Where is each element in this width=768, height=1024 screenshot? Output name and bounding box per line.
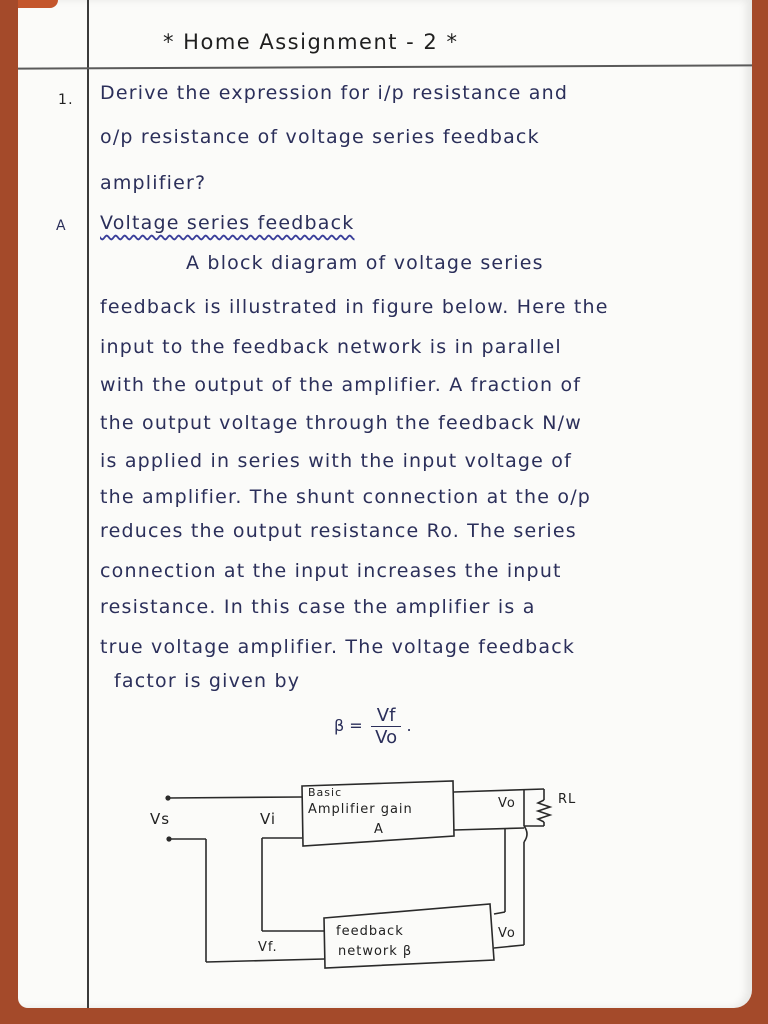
notebook-page (18, 0, 752, 1008)
answer-line-2: feedback is illustrated in figure below. Here the (100, 296, 609, 318)
label-vs: Vs (150, 810, 171, 828)
answer-line-7: the amplifier. The shunt connection at the o/p (100, 486, 592, 508)
question-line-3: amplifier? (100, 172, 207, 194)
label-feedback-vo: Vo (498, 926, 516, 941)
formula-lhs: β = (334, 716, 363, 735)
answer-marker: A (56, 218, 67, 234)
answer-line-9: connection at the input increases the input (100, 560, 562, 582)
answer-line-5: the output voltage through the feedback N/w (100, 412, 582, 434)
amplifier-label-line2: Amplifier gain (308, 802, 413, 817)
answer-line-6: is applied in series with the input voltage of (100, 450, 573, 472)
answer-line-4: with the output of the amplifier. A fraction of (100, 374, 582, 396)
formula-denominator: Vo (375, 727, 398, 748)
label-rl: RL (558, 792, 577, 807)
feedback-label-line2: network β (338, 944, 413, 959)
block-diagram (18, 0, 752, 1008)
amplifier-label-line1: Basic (308, 786, 343, 799)
amplifier-label-line3: A (374, 822, 384, 837)
label-vi: Vi (260, 810, 277, 828)
answer-heading: Voltage series feedback (100, 212, 355, 234)
feedback-label-line1: feedback (336, 924, 404, 939)
formula-trailing: . (406, 716, 412, 735)
answer-line-12: factor is given by (114, 670, 301, 692)
answer-line-10: resistance. In this case the amplifier is a (100, 596, 536, 618)
label-vo: Vo (498, 796, 516, 811)
question-line-2: o/p resistance of voltage series feedback (100, 126, 540, 148)
answer-line-1: A block diagram of voltage series (186, 252, 544, 274)
answer-line-3: input to the feedback network is in parallel (100, 336, 562, 358)
formula-numerator: Vf (371, 705, 402, 727)
question-number: 1. (58, 92, 74, 108)
answer-line-8: reduces the output resistance Ro. The series (100, 520, 577, 542)
label-vf: Vf. (258, 940, 278, 955)
question-line-1: Derive the expression for i/p resistance and (100, 82, 569, 104)
page-title: * Home Assignment - 2 * (163, 30, 459, 54)
answer-line-11: true voltage amplifier. The voltage feedback (100, 636, 576, 658)
